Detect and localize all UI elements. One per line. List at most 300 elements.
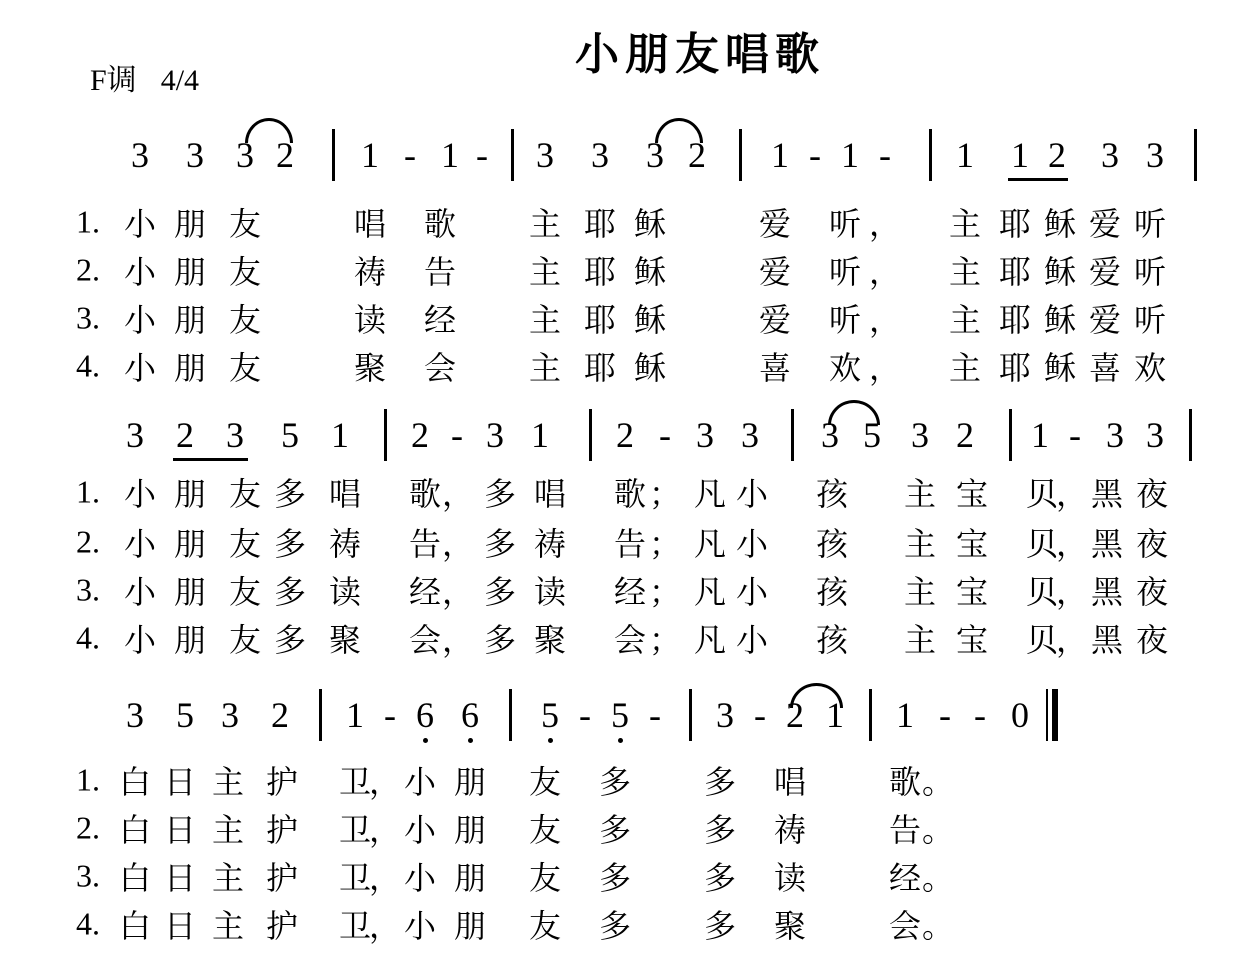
lyric-syllable: 友 [228, 205, 262, 243]
lyric-syllable: 卫 [338, 763, 372, 801]
lyric-syllable: 小 [123, 349, 157, 387]
lyric-syllable: 多 [483, 621, 517, 659]
lyric-syllable: 主 [903, 525, 937, 563]
note: 0 [1011, 695, 1029, 735]
lyric-syllable: 歌 [423, 205, 457, 243]
note: 3 [486, 415, 504, 455]
lyric-syllable: 祷 [353, 253, 387, 291]
lyric-syllable: 主 [211, 763, 245, 801]
lyric-syllable: 欢 [828, 349, 862, 387]
lyric-syllable: 多 [598, 763, 632, 801]
lyric-syllable: 朋 [453, 907, 487, 945]
lyric-syllable: 听 [1133, 301, 1167, 339]
note: - [1069, 415, 1081, 455]
lyric-syllable: ； [648, 621, 682, 659]
lyric-syllable: 友 [228, 253, 262, 291]
lyric-syllable: ； [648, 573, 682, 611]
note: 1 [531, 415, 549, 455]
low-octave-dot [423, 738, 428, 743]
note: 2 [956, 415, 974, 455]
lyric-syllable: 稣 [1043, 205, 1077, 243]
lyric-syllable: 主 [528, 205, 562, 243]
note: 3 [236, 135, 254, 175]
verse-number: 1. [76, 473, 100, 510]
lyric-syllable: 爱 [758, 301, 792, 339]
lyric-syllable: 多 [483, 475, 517, 513]
lyric-syllable: 卫 [338, 811, 372, 849]
lyric-syllable: 爱 [1088, 205, 1122, 243]
lyric-syllable: ， [368, 811, 402, 849]
lyric-syllable: 友 [528, 811, 562, 849]
lyric-syllable: 友 [228, 621, 262, 659]
bar-line [1009, 409, 1012, 461]
lyric-syllable: 护 [265, 907, 299, 945]
bar-line [511, 129, 514, 181]
lyric-syllable: 小 [403, 763, 437, 801]
lyric-syllable: 会 [423, 349, 457, 387]
lyric-syllable: 友 [228, 573, 262, 611]
lyric-syllable: 小 [735, 475, 769, 513]
lyric-syllable: 凡 [693, 475, 727, 513]
underline-beam [1008, 178, 1068, 181]
lyric-syllable: 孩 [815, 621, 849, 659]
note: - [879, 135, 891, 175]
lyric-syllable: 日 [163, 811, 197, 849]
lyric-syllable: 夜 [1135, 525, 1169, 563]
verse-number: 3. [76, 571, 100, 608]
lyric-syllable: 白 [118, 811, 152, 849]
lyric-syllable: 宝 [955, 525, 989, 563]
lyric-syllable: 小 [123, 621, 157, 659]
note: - [404, 135, 416, 175]
note: 1 [841, 135, 859, 175]
bar-line [332, 129, 335, 181]
note: 6 [461, 695, 479, 735]
lyric-syllable: ， [1055, 525, 1089, 563]
lyric-syllable: ， [1055, 573, 1089, 611]
key: F调 [90, 64, 137, 97]
lyric-syllable: 小 [403, 859, 437, 897]
lyric-syllable: 经 [888, 859, 922, 897]
slur-mark [245, 118, 293, 143]
note: 3 [821, 415, 839, 455]
lyric-syllable: 耶 [583, 349, 617, 387]
verse-number: 4. [76, 347, 100, 384]
bar-line [319, 689, 322, 741]
lyric-syllable: 歌 [613, 475, 647, 513]
note: 3 [186, 135, 204, 175]
note: 3 [646, 135, 664, 175]
lyric-syllable: 耶 [998, 349, 1032, 387]
note: - [754, 695, 766, 735]
lyric-syllable: 多 [703, 859, 737, 897]
lyric-syllable: 贝 [1025, 573, 1059, 611]
note: 2 [616, 415, 634, 455]
lyric-syllable: ， [868, 253, 902, 291]
lyric-syllable: 凡 [693, 621, 727, 659]
lyric-syllable: 耶 [998, 205, 1032, 243]
lyric-syllable: 多 [703, 811, 737, 849]
lyric-syllable: 听 [1133, 205, 1167, 243]
lyric-syllable: ， [868, 301, 902, 339]
lyric-syllable: 贝 [1025, 621, 1059, 659]
lyric-syllable: 会 [613, 621, 647, 659]
lyric-syllable: 主 [948, 253, 982, 291]
lyric-syllable: 凡 [693, 525, 727, 563]
lyric-syllable: 友 [228, 525, 262, 563]
lyric-syllable: 多 [703, 763, 737, 801]
note: 5 [611, 695, 629, 735]
verse-number: 4. [76, 905, 100, 942]
lyric-syllable: 孩 [815, 525, 849, 563]
low-octave-dot [548, 738, 553, 743]
note: 1 [1031, 415, 1049, 455]
note: 3 [696, 415, 714, 455]
lyric-syllable: 小 [123, 301, 157, 339]
lyric-syllable: 唱 [328, 475, 362, 513]
low-octave-dot [618, 738, 623, 743]
lyric-syllable: 宝 [955, 475, 989, 513]
lyric-syllable: ， [368, 907, 402, 945]
lyric-syllable: 贝 [1025, 475, 1059, 513]
lyric-syllable: 耶 [998, 301, 1032, 339]
note: 5 [281, 415, 299, 455]
lyric-syllable: 。 [921, 763, 955, 801]
lyric-syllable: 告 [408, 525, 442, 563]
lyric-syllable: ， [1055, 621, 1089, 659]
lyric-syllable: 。 [921, 859, 955, 897]
lyric-syllable: 读 [353, 301, 387, 339]
lyric-syllable: 主 [903, 621, 937, 659]
lyric-syllable: 多 [273, 475, 307, 513]
note: 2 [411, 415, 429, 455]
lyric-syllable: 读 [328, 573, 362, 611]
lyric-syllable: 朋 [173, 349, 207, 387]
note: 3 [1146, 135, 1164, 175]
lyric-syllable: 主 [903, 475, 937, 513]
lyric-syllable: 爱 [1088, 253, 1122, 291]
bar-line [869, 689, 872, 741]
lyric-syllable: 夜 [1135, 573, 1169, 611]
lyric-syllable: 朋 [173, 253, 207, 291]
lyric-syllable: 小 [735, 573, 769, 611]
lyric-syllable: 耶 [583, 301, 617, 339]
note: 3 [536, 135, 554, 175]
note: 1 [826, 695, 844, 735]
verse-number: 4. [76, 619, 100, 656]
note: 3 [226, 415, 244, 455]
lyric-syllable: 会 [888, 907, 922, 945]
note: - [939, 695, 951, 735]
lyric-syllable: 白 [118, 859, 152, 897]
bar-line [739, 129, 742, 181]
bar-line [791, 409, 794, 461]
lyric-syllable: 白 [118, 907, 152, 945]
lyric-syllable: 黑 [1090, 475, 1124, 513]
lyric-syllable: 稣 [633, 301, 667, 339]
note: - [579, 695, 591, 735]
lyric-syllable: 读 [533, 573, 567, 611]
lyric-syllable: 多 [598, 811, 632, 849]
lyric-syllable: 稣 [633, 253, 667, 291]
note: 1 [1011, 135, 1029, 175]
note: 2 [786, 695, 804, 735]
lyric-syllable: 小 [403, 811, 437, 849]
lyric-syllable: 友 [228, 475, 262, 513]
lyric-syllable: 爱 [758, 205, 792, 243]
lyric-syllable: 多 [483, 573, 517, 611]
note: 2 [688, 135, 706, 175]
lyric-syllable: 聚 [353, 349, 387, 387]
lyric-syllable: ； [648, 525, 682, 563]
note: 3 [716, 695, 734, 735]
note: - [384, 695, 396, 735]
lyric-syllable: 耶 [998, 253, 1032, 291]
bar-line [384, 409, 387, 461]
note: 5 [863, 415, 881, 455]
lyric-syllable: 喜 [758, 349, 792, 387]
lyric-syllable: 告 [423, 253, 457, 291]
lyric-syllable: 经 [408, 573, 442, 611]
slur-mark [790, 683, 843, 708]
lyric-syllable: 会 [408, 621, 442, 659]
lyric-syllable: 聚 [773, 907, 807, 945]
verse-number: 3. [76, 857, 100, 894]
lyric-syllable: 朋 [173, 573, 207, 611]
lyric-syllable: 朋 [173, 301, 207, 339]
lyric-syllable: ， [441, 573, 475, 611]
lyric-syllable: 小 [735, 525, 769, 563]
note: 5 [541, 695, 559, 735]
note: 3 [591, 135, 609, 175]
lyric-syllable: 爱 [758, 253, 792, 291]
note: 2 [1048, 135, 1066, 175]
time-signature: 4/4 [160, 64, 200, 97]
lyric-syllable: 多 [703, 907, 737, 945]
note: - [974, 695, 986, 735]
note: 3 [1106, 415, 1124, 455]
lyric-syllable: 护 [265, 763, 299, 801]
underline-beam [173, 458, 248, 461]
lyric-syllable: 多 [598, 907, 632, 945]
note: 3 [1101, 135, 1119, 175]
lyric-syllable: 主 [528, 301, 562, 339]
lyric-syllable: 宝 [955, 573, 989, 611]
lyric-syllable: 友 [528, 907, 562, 945]
verse-number: 2. [76, 523, 100, 560]
lyric-syllable: 多 [273, 621, 307, 659]
lyric-syllable: 唱 [773, 763, 807, 801]
lyric-syllable: 聚 [533, 621, 567, 659]
lyric-syllable: 读 [773, 859, 807, 897]
lyric-syllable: 多 [598, 859, 632, 897]
lyric-syllable: 友 [528, 763, 562, 801]
lyric-syllable: 听 [828, 205, 862, 243]
lyric-syllable: ， [368, 859, 402, 897]
note: 3 [126, 695, 144, 735]
lyric-syllable: 稣 [633, 205, 667, 243]
bar-line [689, 689, 692, 741]
lyric-syllable: 朋 [173, 475, 207, 513]
lyric-syllable: 经 [423, 301, 457, 339]
lyric-syllable: ， [441, 475, 475, 513]
note: 1 [361, 135, 379, 175]
key-signature [90, 55, 223, 99]
lyric-syllable: 歌 [888, 763, 922, 801]
final-bar-line [1046, 689, 1048, 741]
note: 3 [1146, 415, 1164, 455]
lyric-syllable: 唱 [353, 205, 387, 243]
lyric-syllable: 告 [613, 525, 647, 563]
lyric-syllable: 朋 [173, 525, 207, 563]
lyric-syllable: ， [868, 205, 902, 243]
lyric-syllable: 主 [528, 253, 562, 291]
lyric-syllable: 欢 [1133, 349, 1167, 387]
lyric-syllable: 友 [228, 301, 262, 339]
lyric-syllable: 黑 [1090, 525, 1124, 563]
lyric-syllable: 夜 [1135, 475, 1169, 513]
lyric-syllable: 多 [273, 573, 307, 611]
lyric-syllable: ， [1055, 475, 1089, 513]
lyric-syllable: 宝 [955, 621, 989, 659]
note: - [451, 415, 463, 455]
lyric-syllable: 黑 [1090, 621, 1124, 659]
verse-number: 3. [76, 299, 100, 336]
note: 1 [896, 695, 914, 735]
lyric-syllable: 主 [211, 907, 245, 945]
note: 3 [221, 695, 239, 735]
note: 3 [131, 135, 149, 175]
lyric-syllable: 小 [123, 253, 157, 291]
lyric-syllable: 经 [613, 573, 647, 611]
lyric-syllable: 歌 [408, 475, 442, 513]
lyric-syllable: 小 [735, 621, 769, 659]
bar-line [1194, 129, 1197, 181]
lyric-syllable: 小 [123, 205, 157, 243]
note: 1 [771, 135, 789, 175]
lyric-syllable: 主 [948, 349, 982, 387]
lyric-syllable: 日 [163, 907, 197, 945]
lyric-syllable: 稣 [633, 349, 667, 387]
lyric-syllable: 主 [211, 859, 245, 897]
note: 2 [176, 415, 194, 455]
final-bar-line-thick [1052, 689, 1058, 741]
song-title: 小朋友唱歌 [575, 29, 825, 80]
lyric-syllable: 告 [888, 811, 922, 849]
lyric-syllable: 聚 [328, 621, 362, 659]
note: 6 [416, 695, 434, 735]
lyric-syllable: 朋 [453, 763, 487, 801]
slur-mark [655, 118, 703, 143]
lyric-syllable: 。 [921, 907, 955, 945]
bar-line [589, 409, 592, 461]
note: 1 [331, 415, 349, 455]
lyric-syllable: 小 [123, 475, 157, 513]
lyric-syllable: 夜 [1135, 621, 1169, 659]
lyric-syllable: 友 [528, 859, 562, 897]
lyric-syllable: 小 [403, 907, 437, 945]
lyric-syllable: 主 [903, 573, 937, 611]
verse-number: 2. [76, 251, 100, 288]
lyric-syllable: 稣 [1043, 253, 1077, 291]
lyric-syllable: 主 [528, 349, 562, 387]
lyric-syllable: ， [868, 349, 902, 387]
slur-mark [828, 400, 880, 425]
lyric-syllable: 护 [265, 859, 299, 897]
lyric-syllable: 祷 [328, 525, 362, 563]
lyric-syllable: 白 [118, 763, 152, 801]
note: 3 [126, 415, 144, 455]
lyric-syllable: 朋 [453, 811, 487, 849]
lyric-syllable: 小 [123, 573, 157, 611]
note: 1 [346, 695, 364, 735]
verse-number: 1. [76, 761, 100, 798]
lyric-syllable: 朋 [453, 859, 487, 897]
lyric-syllable: 黑 [1090, 573, 1124, 611]
lyric-syllable: 凡 [693, 573, 727, 611]
lyric-syllable: 友 [228, 349, 262, 387]
bar-line [509, 689, 512, 741]
lyric-syllable: 孩 [815, 573, 849, 611]
lyric-syllable: 祷 [533, 525, 567, 563]
note: 2 [276, 135, 294, 175]
lyric-syllable: 卫 [338, 859, 372, 897]
bar-line [1189, 409, 1192, 461]
lyric-syllable: 祷 [773, 811, 807, 849]
note: 1 [956, 135, 974, 175]
lyric-syllable: 孩 [815, 475, 849, 513]
lyric-syllable: ； [648, 475, 682, 513]
note: 2 [271, 695, 289, 735]
verse-number: 1. [76, 203, 100, 240]
note: 3 [741, 415, 759, 455]
lyric-syllable: 日 [163, 763, 197, 801]
lyric-syllable: 小 [123, 525, 157, 563]
lyric-syllable: 喜 [1088, 349, 1122, 387]
lyric-syllable: 卫 [338, 907, 372, 945]
note: 3 [911, 415, 929, 455]
lyric-syllable: 日 [163, 859, 197, 897]
lyric-syllable: 主 [211, 811, 245, 849]
lyric-syllable: 朋 [173, 621, 207, 659]
lyric-syllable: ， [441, 621, 475, 659]
verse-number: 2. [76, 809, 100, 846]
bar-line [929, 129, 932, 181]
lyric-syllable: ， [441, 525, 475, 563]
lyric-syllable: 耶 [583, 205, 617, 243]
lyric-syllable: 稣 [1043, 349, 1077, 387]
lyric-syllable: 多 [273, 525, 307, 563]
note: - [659, 415, 671, 455]
low-octave-dot [468, 738, 473, 743]
note: 5 [176, 695, 194, 735]
lyric-syllable: 唱 [533, 475, 567, 513]
lyric-syllable: 耶 [583, 253, 617, 291]
note: 1 [441, 135, 459, 175]
lyric-syllable: 稣 [1043, 301, 1077, 339]
lyric-syllable: 听 [1133, 253, 1167, 291]
lyric-syllable: 主 [948, 301, 982, 339]
lyric-syllable: 护 [265, 811, 299, 849]
lyric-syllable: 。 [921, 811, 955, 849]
lyric-syllable: 贝 [1025, 525, 1059, 563]
note: - [809, 135, 821, 175]
lyric-syllable: 主 [948, 205, 982, 243]
note: - [649, 695, 661, 735]
note: - [476, 135, 488, 175]
lyric-syllable: 多 [483, 525, 517, 563]
lyric-syllable: ， [368, 763, 402, 801]
